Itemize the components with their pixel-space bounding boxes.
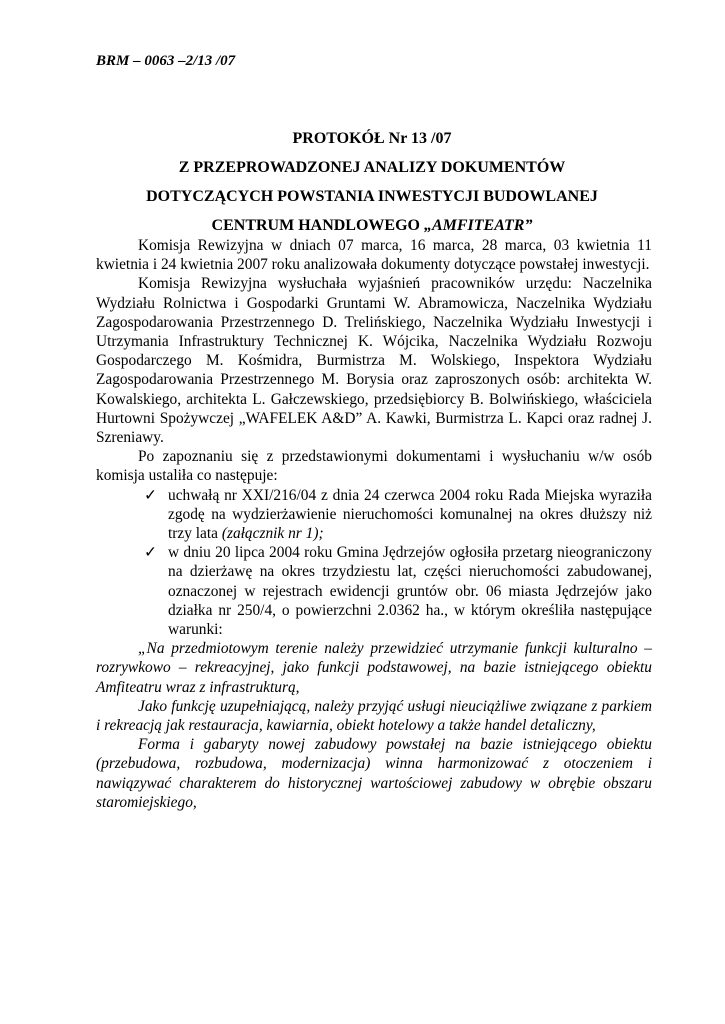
heading-line-3: DOTYCZĄCYCH POWSTANIA INWESTYCJI BUDOWLANEJ [146,188,598,205]
heading-line-1: PROTOKÓŁ Nr 13 /07 [292,130,452,147]
paragraph-findings-intro: Po zapoznaniu się z przedstawionymi dokumentami i wysłuchaniu w/w osób komisja ustaliła co następuje: [96,448,652,485]
checkmark-icon: ✓ [144,486,157,504]
paragraph-hearings: Komisja Rewizyjna wysłuchała wyjaśnień pracowników urzędu: Naczelnika Wydziału Rolnictwa i Gospodarki Gruntami W. Abramowicza, Naczelnika Wydziału Zagospodarowania Przestrzennego D. Trelińskiego, Naczelnika Wydziału Inwestycji i Utrzymania Infrastruktury Technicznej K. Wójcika, Naczelnika Wydziału Rozwoju Gospodarczego M. Kośmidra, Burmistrza M. Wolskiego, Inspektora Wydziału Zagospodarowania Przestrzennego M. Borysia oraz zaproszonych osób: architekta W. Kowalskiego, architekta L. Gałczewskiego, przedsiębiorcy B. Bolwińskiego, właściciela Hurtowni Spożywczej „WAFELEK A&D” A. Kawki, Burmistrza L. Kapci oraz radnej J. Szreniawy. [96,275,652,447]
tender-condition-quote-2: Jako funkcję uzupełniającą, należy przyjąć usługi nieuciążliwe związane z parkiem i rekreacją jak restauracja, kawiarnia, obiekt hotelowy a także handel detaliczny, [96,697,652,735]
heading-investment-name: „AMFITEATR” [423,217,533,234]
finding-item-resolution-text: uchwałą nr XXI/216/04 z dnia 24 czerwca 2004 roku Rada Miejska wyraziła zgodę na wydzierżawienie nieruchomości komunalnej na okres dłuższy niż trzy lata [168,486,652,543]
heading-line-2: Z PRZEPROWADZONEJ ANALIZY DOKUMENTÓW [178,159,566,176]
document-heading [96,124,648,240]
document-reference-number: BRM – 0063 –2/13 /07 [96,53,236,69]
heading-line-4-prefix: CENTRUM HANDLOWEGO [211,217,424,234]
document-body [96,236,652,812]
tender-condition-quote-1 [96,639,652,697]
finding-item-tender [96,543,652,639]
attachment-note: (załącznik nr 1); [221,525,324,543]
finding-item-tender-text: w dniu 20 lipca 2004 roku Gmina Jędrzejów ogłosiła przetarg nieograniczony na dzierżawę na okres trzydziestu lat, części nieruchomości zabudowanej, oznaczonej w rejestrach ewidencji gruntów obr. 06 miasta Jędrzejów jako działka nr 250/4, o powierzchni 2.0362 ha., w którym określiła następujące warunki: [168,544,652,639]
tender-condition-quote-3: Forma i gabaryty nowej zabudowy powstałej na bazie istniejącego obiektu (przebudowa, rozbudowa, modernizacja) winna harmonizować z otoczeniem i nawiązywać charakterem do historycznej wartościowej zabudowy w obrębie obszaru staromiejskiego, [96,736,652,811]
tender-condition-quote-1-text: „Na przedmiotowym terenie należy przewidzieć utrzymanie funkcji kulturalno – rozrywkowo – rekreacyjnej, jako funkcji podstawowej, na bazie istniejącego obiektu Amfiteatru wraz z infrastrukturą, [96,640,652,696]
finding-item-resolution [96,486,652,544]
checkmark-icon: ✓ [144,544,157,562]
paragraph-meeting-dates: Komisja Rewizyjna w dniach 07 marca, 16 marca, 28 marca, 03 kwietnia 11 kwietnia i 24 kwietnia 2007 roku analizowała dokumenty dotyczące powstałej inwestycji. [96,237,652,274]
